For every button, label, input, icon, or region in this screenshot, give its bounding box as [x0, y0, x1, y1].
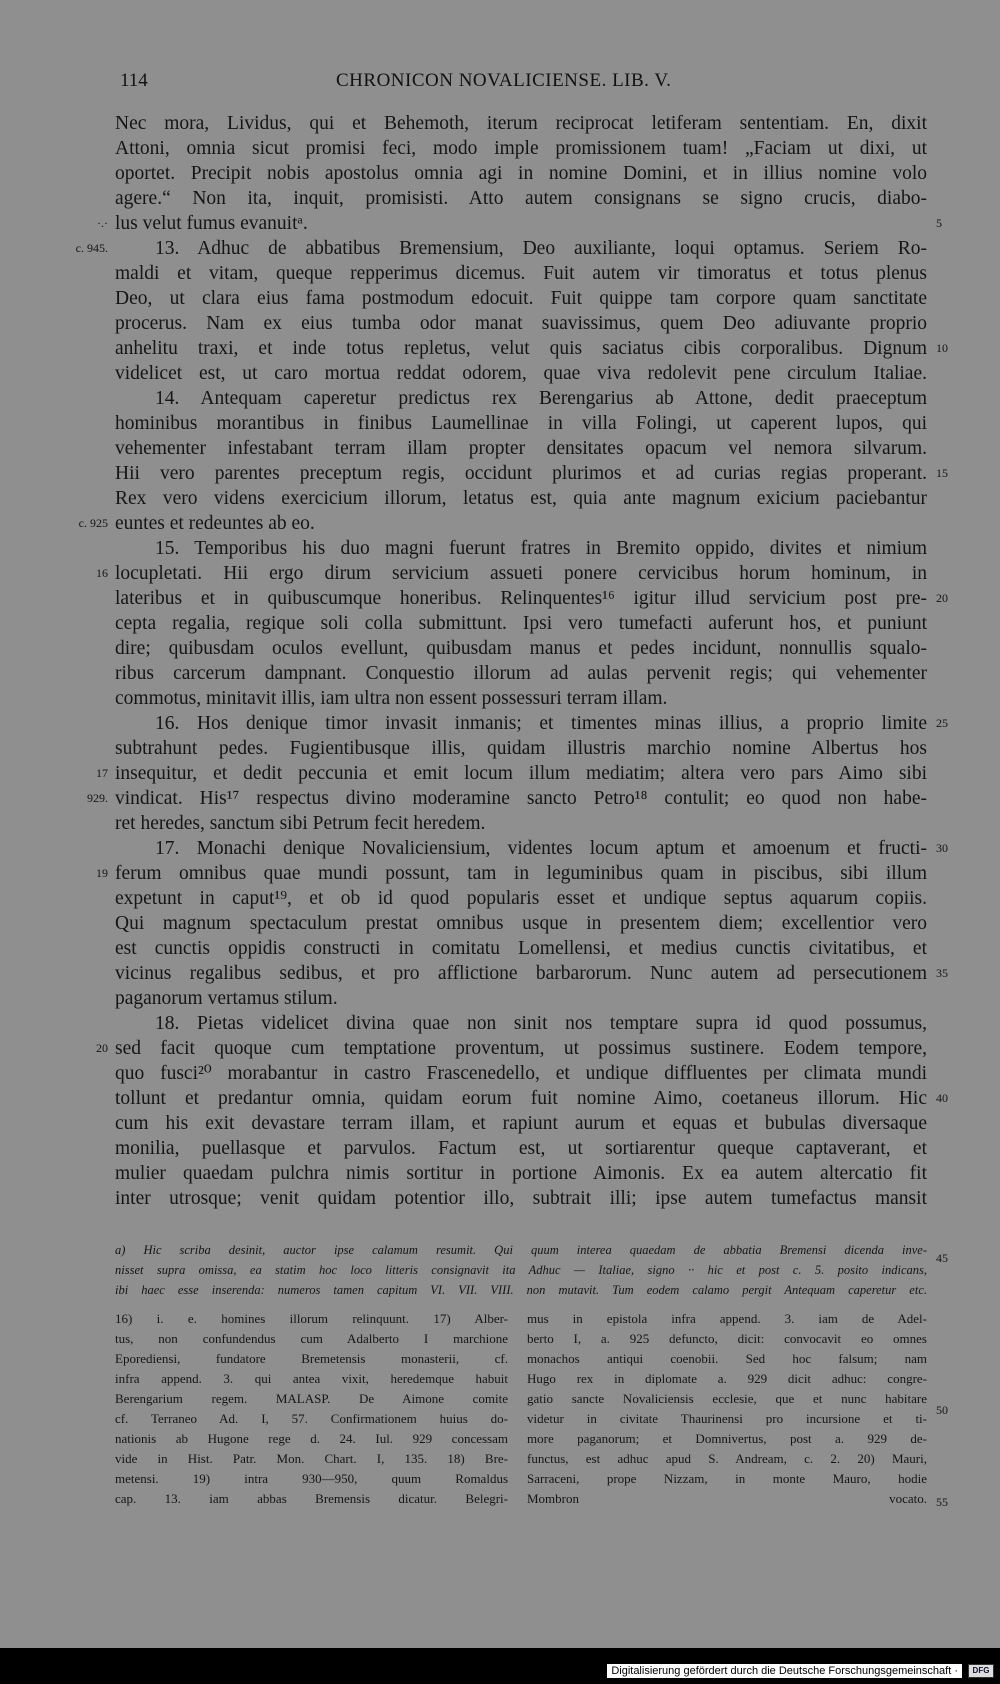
text-line: tollunt et predantur omnia, quidam eorum fuit nomine Aimo, coetaneus illorum. Hic	[115, 1088, 927, 1109]
text-line: vicinus regalibus sedibus, et pro afflictione barbarorum. Nunc autem ad persecutionem	[115, 963, 927, 984]
digitization-credit: Digitalisierung gefördert durch die Deutsche Forschungsgemeinschaft ·	[607, 1664, 962, 1678]
text-line: commotus, minitavit illis, iam ultra non essent possessuri terram illam.	[115, 688, 668, 709]
text-line: vindicat. His¹⁷ respectus divino moderamine sancto Petro¹⁸ contulit; eo quod non habe-	[115, 788, 927, 809]
margin-note: c. 945.	[75, 241, 108, 255]
text-line: Attoni, omnia sicut promisi feci, modo imple promissionem tuam! „Faciam ut dixi, ut	[115, 138, 927, 159]
footnote-line: gatio sancte Novaliciensis ecclesie, que et nunc habitare	[527, 1391, 927, 1406]
margin-note: ·.·	[97, 216, 108, 230]
footnote-line: tus, non confundendus cum Adalberto I marchione	[115, 1331, 508, 1346]
text-line: 18. Pietas videlicet divina quae non sinit nos temptare supra id quod possumus,	[155, 1013, 927, 1034]
line-number: 10	[936, 341, 948, 355]
footnote-line: infra append. 3. qui antea vixit, heredemque habuit	[115, 1371, 508, 1386]
margin-note: 16	[96, 566, 108, 580]
footnote-a-line: ibi haec esse inserenda: numeros tamen capitum VI. VII. VIII. non mutavit. Tum eodem calamo pergit Antequam caperetur etc.	[115, 1283, 927, 1297]
text-line: Hii vero parentes preceptum regis, occidunt plurimos et ad curias regias properant.	[115, 463, 927, 484]
footnote-a-line: nisset supra omissa, ea statim hoc loco litteris consignavit ita Adhuc — Italiae, signo ·· hic et post c. 5. posito indicans,	[115, 1263, 927, 1277]
text-line: ferum omnibus quae mundi possunt, tam in leguminibus quam in piscibus, sibi illum	[115, 863, 927, 884]
text-line: quo fusci²⁰ morabantur in castro Frascenedello, et undique diffluentes per climata mundi	[115, 1063, 927, 1084]
text-line: expetunt in caput¹⁹, et ob id quod popularis esset et undique septus aquarum copiis.	[115, 888, 927, 909]
line-number: 30	[936, 841, 948, 855]
text-line: agere.“ Non ita, inquit, promisisti. Atto autem consignans se signo crucis, diabo-	[115, 188, 927, 209]
text-line: cepta regalia, regique soli colla submittunt. Ipsi vero tumefacti auferunt hos, et puniunt	[115, 613, 927, 634]
line-number: 45	[936, 1251, 948, 1265]
footnote-line: videtur in civitate Thaurinensi pro incursione et ti-	[527, 1411, 927, 1426]
text-line: inter utrosque; venit quidam potentior illo, subtrait illi; ipse autem tumefactus mansit	[115, 1188, 927, 1209]
text-line: lateribus et in quibuscumque honeribus. Relinquentes¹⁶ igitur illud servicium post pre-	[115, 588, 927, 609]
line-number: 50	[936, 1403, 948, 1417]
text-line: euntes et redeuntes ab eo.	[115, 513, 315, 534]
footnote-line: more paganorum; et Domnivertus, post a. 929 de-	[527, 1431, 927, 1446]
margin-note: 20	[96, 1041, 108, 1055]
text-line: lus velut fumus evanuitᵃ.	[115, 213, 308, 234]
dfg-logo: DFG	[968, 1664, 994, 1678]
footnote-line: 16) i. e. homines illorum relinquunt. 17) Alber-	[115, 1311, 508, 1326]
text-line: vehementer infestabant terram illam propter densitates opacum vel nemora silvarum.	[115, 438, 927, 459]
footnote-line: Sarraceni, prope Nizzam, in monte Mauro, hodie	[527, 1471, 927, 1486]
text-line: 15. Temporibus his duo magni fuerunt fratres in Bremito oppido, divites et nimium	[155, 538, 927, 559]
footnote-line: cap. 13. iam abbas Bremensis dicatur. Belegri-	[115, 1491, 508, 1506]
line-number: 25	[936, 716, 948, 730]
footnote-line: vide in Hist. Patr. Mon. Chart. I, 135. 18) Bre-	[115, 1451, 508, 1466]
footnote-line: Berengarium regem. MALASP. De Aimone comite	[115, 1391, 508, 1406]
text-line: insequitur, et dedit peccunia et emit locum illum mediatim; altera vero pars Aimo sibi	[115, 763, 927, 784]
text-line: 14. Antequam caperetur predictus rex Berengarius ab Attone, dedit praeceptum	[155, 388, 927, 409]
footnote-line: Mombron vocato.	[527, 1491, 927, 1506]
footnote-line: metensi. 19) intra 930—950, quum Romaldus	[115, 1471, 508, 1486]
line-number: 40	[936, 1091, 948, 1105]
footnote-line: Eporediensi, fundatore Bremetensis monasterii, cf.	[115, 1351, 508, 1366]
line-number: 20	[936, 591, 948, 605]
page-number: 114	[120, 70, 148, 91]
text-line: mulier quaedam pulchra nimis sortitur in portione Aimonis. Ex ea autem altercatio fit	[115, 1163, 927, 1184]
footnote-line: Hugo rex in diplomate a. 929 dicit adhuc: congre-	[527, 1371, 927, 1386]
text-line: subtrahunt pedes. Fugientibusque illis, quidam illustris marchio nomine Albertus hos	[115, 738, 927, 759]
text-line: ribus carcerum dampnant. Conquestio illorum ad aulas pervenit regis; qui vehementer	[115, 663, 927, 684]
text-line: anhelitu traxi, et inde totus repletus, velut quis saciatus cibis corporalibus. Dignum	[115, 338, 927, 359]
text-line: 16. Hos denique timor invasit inmanis; et timentes minas illius, a proprio limite	[155, 713, 927, 734]
margin-note: 19	[96, 866, 108, 880]
text-line: ret heredes, sanctum sibi Petrum fecit heredem.	[115, 813, 486, 834]
line-number: 55	[936, 1495, 948, 1509]
text-line: sed facit quoque cum temptatione proventum, ut possimus sustinere. Eodem tempore,	[115, 1038, 927, 1059]
margin-note: c. 925	[78, 516, 108, 530]
text-line: 17. Monachi denique Novaliciensium, videntes locum aptum et amoenum et fructi-	[155, 838, 927, 859]
line-number: 5	[936, 216, 942, 230]
footnote-line: mus in epistola infra append. 3. iam de Adel-	[527, 1311, 927, 1326]
text-line: monilia, puellasque et parvulos. Factum est, ut sortiarentur queque captaverant, et	[115, 1138, 927, 1159]
text-line: Qui magnum spectaculum prestat omnibus usque in presentem diem; excellentior vero	[115, 913, 927, 934]
text-line: 13. Adhuc de abbatibus Bremensium, Deo auxiliante, loqui optamus. Seriem Ro-	[155, 238, 927, 259]
text-line: Nec mora, Lividus, qui et Behemoth, iterum reciprocat letiferam sententiam. En, dixit	[115, 113, 927, 134]
text-line: dire; quibusdam oculos evellunt, quibusdam manus et pedes incidunt, nonnullis squalo-	[115, 638, 927, 659]
line-number: 15	[936, 466, 948, 480]
line-number: 35	[936, 966, 948, 980]
text-line: oportet. Precipit nobis apostolus omnia agi in nomine Domini, et in illius nomine volo	[115, 163, 927, 184]
running-title: CHRONICON NOVALICIENSE. LIB. V.	[336, 70, 672, 91]
text-line: hominibus morantibus in finibus Laumellinae in villa Folingi, ut caperent lupos, qui	[115, 413, 927, 434]
footnote-line: monachos antiqui coenobii. Sed hoc falsum; nam	[527, 1351, 927, 1366]
text-line: procerus. Nam ex eius tumba odor manat suavissimus, quem Deo adiuvante proprio	[115, 313, 927, 334]
text-line: paganorum vertamus stilum.	[115, 988, 338, 1009]
text-line: est cunctis oppidis constructi in comitatu Lomellensi, et medius cunctis civitatibus, et	[115, 938, 927, 959]
footnote-line: nationis ab Hugone rege d. 24. Iul. 929 concessam	[115, 1431, 508, 1446]
footnote-line: cf. Terraneo Ad. I, 57. Confirmationem huius do-	[115, 1411, 508, 1426]
footnote-line: functus, est adhuc apud S. Andream, c. 2. 20) Mauri,	[527, 1451, 927, 1466]
footnote-a-line: a) Hic scriba desinit, auctor ipse calamum resumit. Qui quum interea quaedam de abbatia Bremensi dicenda inve-	[115, 1243, 927, 1257]
margin-note: 929.	[87, 791, 108, 805]
text-line: cum his exit devastare terram illam, et rapiunt aurum et equas et bubulas diversaque	[115, 1113, 927, 1134]
text-line: locupletati. Hii ergo dirum servicium assueti ponere cervicibus horum hominum, in	[115, 563, 927, 584]
text-line: Deo, ut clara eius fama postmodum edocuit. Fuit quippe tam corpore quam sanctitate	[115, 288, 927, 309]
text-line: Rex vero videns exercicium illorum, letatus est, quia ante magnum exicium paciebantur	[115, 488, 927, 509]
text-line: videlicet est, ut caro mortua reddat odorem, quae viva redolevit pene circulum Italiae.	[115, 363, 927, 384]
margin-note: 17	[96, 766, 108, 780]
footnote-line: berto I, a. 925 defuncto, dicit: convocavit eo omnes	[527, 1331, 927, 1346]
text-line: maldi et vitam, queque repperimus dicemus. Fuit autem vir timoratus et totus plenus	[115, 263, 927, 284]
